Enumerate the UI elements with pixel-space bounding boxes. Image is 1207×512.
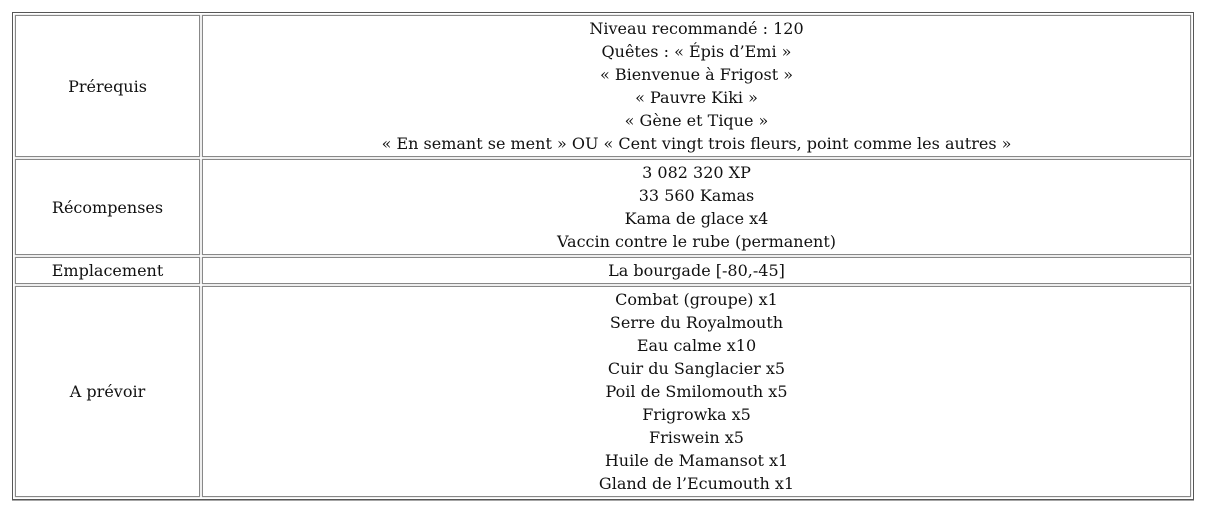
table-row	[15, 286, 1191, 497]
content-line: Combat (groupe) x1	[615, 290, 778, 309]
row-content	[202, 286, 1191, 497]
content-line: Friswein x5	[649, 428, 744, 447]
row-content	[202, 15, 1191, 157]
content-line: Serre du Royalmouth	[609, 313, 784, 332]
content-line: Vaccin contre le rube (permanent)	[556, 232, 837, 251]
table-row	[15, 257, 1191, 284]
content-line: Frigrowka x5	[642, 405, 751, 424]
table-row	[15, 159, 1191, 255]
row-content	[202, 257, 1191, 284]
row-label: A prévoir	[15, 286, 200, 497]
table-row	[15, 15, 1191, 157]
content-line: Kama de glace x4	[624, 209, 769, 228]
content-line: 33 560 Kamas	[638, 186, 755, 205]
row-content	[202, 159, 1191, 255]
content-line: Niveau recommandé : 120	[589, 19, 804, 38]
row-label: Prérequis	[15, 15, 200, 157]
content-line: « En semant se ment » OU « Cent vingt trois fleurs, point comme les autres »	[381, 134, 1012, 153]
content-line: 3 082 320 XP	[642, 163, 751, 182]
content-line: Eau calme x10	[636, 336, 757, 355]
quest-info-table	[12, 12, 1194, 500]
table-body	[15, 15, 1191, 497]
content-line: Gland de l’Ecumouth x1	[598, 474, 795, 493]
content-line: « Gène et Tique »	[624, 111, 769, 130]
content-line: « Bienvenue à Frigost »	[599, 65, 794, 84]
row-label: Emplacement	[15, 257, 200, 284]
content-line: Huile de Mamansot x1	[604, 451, 789, 470]
content-line: Poil de Smilomouth x5	[605, 382, 788, 401]
content-line: Cuir du Sanglacier x5	[607, 359, 786, 378]
content-line: « Pauvre Kiki »	[635, 88, 758, 107]
content-line: La bourgade [-80,-45]	[608, 261, 785, 280]
row-label: Récompenses	[15, 159, 200, 255]
content-line: Quêtes : « Épis d’Emi »	[601, 42, 792, 61]
